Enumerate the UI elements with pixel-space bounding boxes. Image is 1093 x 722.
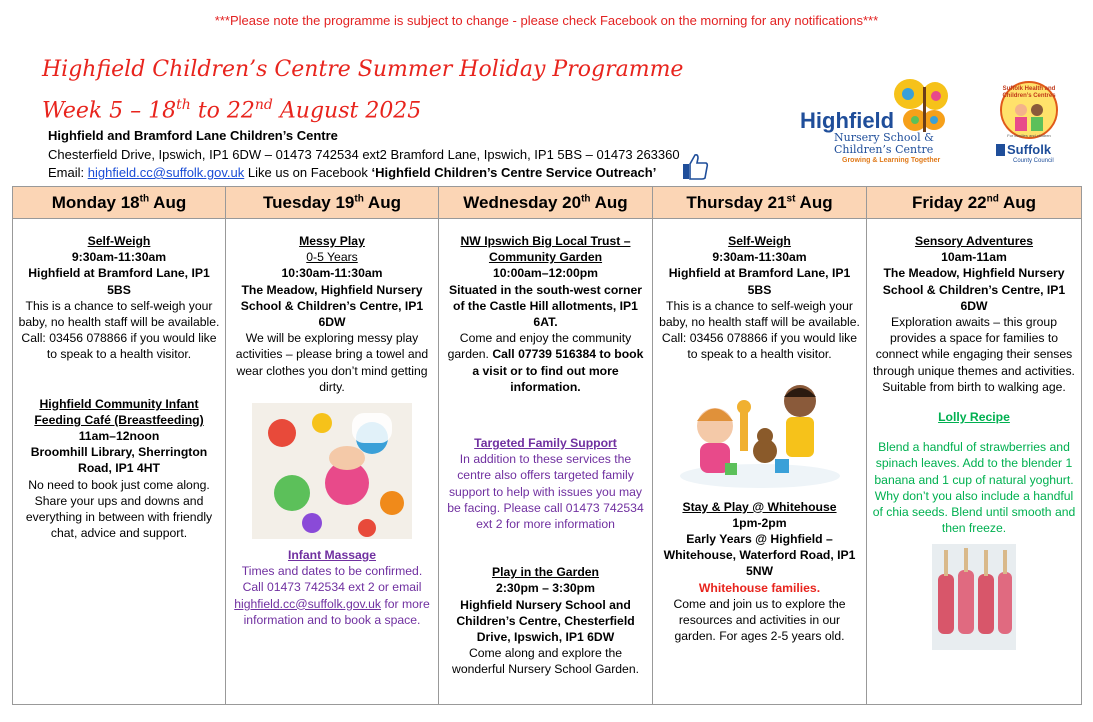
logo-line2: Nursery School & — [834, 131, 934, 144]
event-title: Targeted Family Support — [474, 436, 617, 451]
event-note: Whitehouse families. — [698, 580, 821, 595]
logo-line3: Children’s Centre — [834, 143, 934, 156]
event-place: The Meadow, Highfield Nursery School & Children’s Centre, IP1 6DW — [882, 266, 1066, 313]
thumbs-up-icon — [680, 152, 710, 182]
event-desc: In addition to these services the centre also offers targeted family support to help with issues you may be facing. Please call 01473 742534 ext 2 for more information — [447, 452, 644, 532]
event-desc: Come and enjoy the community garden. — [447, 331, 632, 362]
event-desc: Come and join us to explore the resources and activities in our garden. For ages 2-5 years old. — [673, 596, 846, 644]
email-link[interactable]: highfield.cc@suffolk.gov.uk — [234, 596, 381, 611]
week-title-sup2: nd — [254, 97, 273, 113]
event-time: 10:30am-11:30am — [281, 266, 383, 281]
event-desc: This is a chance to self-weigh your baby, no health staff will be available. — [18, 298, 220, 330]
facebook-prefix: Like us on Facebook — [244, 165, 372, 180]
logo-tagline: Growing & Learning Together — [842, 157, 941, 164]
suffolk-council: County Council — [1013, 158, 1054, 164]
lolly-image — [932, 544, 1016, 650]
event-desc: Exploration awaits – this group provides a space for families to connect while engaging their senses through unique themes and activities. Suitable from birth to walking age. — [873, 315, 1075, 394]
event-desc: Blend a handful of strawberries and spinach leaves. Add to the blender 1 banana and 1 cup of natural yoghurt. Why don’t you also include a handful of chia seeds. Blend until smooth and then freeze. — [872, 440, 1076, 536]
logo-name: Highfield — [800, 108, 895, 133]
event-title: Lolly Recipe — [938, 410, 1010, 425]
day-header-thursday: Thursday 21st Aug — [653, 187, 867, 219]
day-header-tuesday: Tuesday 19th Aug — [226, 187, 439, 219]
event-title: Stay & Play @ Whitehouse — [682, 499, 837, 514]
events-row — [13, 219, 1082, 705]
week-title — [42, 97, 421, 123]
suffolk-name: Suffolk — [1007, 142, 1052, 157]
event-title: Messy Play — [299, 234, 365, 248]
event-call: Call 07739 516384 to book a visit or to find out more information. — [472, 347, 644, 394]
page-title — [42, 57, 683, 82]
event-title: Infant Massage — [287, 548, 377, 563]
event-title: Highfield Community Infant Feeding Café (Breastfeeding) — [34, 396, 204, 427]
event-time: 2:30pm – 3:30pm — [496, 581, 595, 596]
tuesday-cell — [226, 219, 439, 705]
day-header-row — [13, 187, 1082, 219]
children-playing-image — [670, 371, 850, 491]
event-title: Self-Weigh — [728, 234, 791, 248]
event-time: 10am-11am — [941, 250, 1007, 265]
event-title: NW Ipswich Big Local Trust – Community Garden — [460, 234, 631, 265]
thursday-cell — [653, 219, 867, 705]
centre-address: Chesterfield Drive, Ipswich, IP1 6DW – 01473 742534 ext2 Bramford Lane, Ipswich, IP1 5BS – 01473 263360 — [48, 147, 680, 162]
event-title: Sensory Adventures — [914, 234, 1034, 248]
facebook-name: ‘Highfield Children’s Centre Service Outreach’ — [371, 165, 657, 180]
event-time: 9:30am-11:30am — [71, 250, 167, 265]
highfield-logo — [800, 72, 950, 172]
centre-name: Highfield and Bramford Lane Children’s Centre — [48, 128, 338, 143]
week-title-mid: to 22 — [190, 98, 255, 124]
day-header-wednesday: Wednesday 20th Aug — [439, 187, 653, 219]
event-place: Situated in the south-west corner of the Castle Hill allotments, IP1 6AT. — [449, 282, 642, 330]
suffolk-sub-text: For families and children — [1007, 133, 1051, 138]
page-title-text: Highfield Children’s Centre Summer Holiday Programme — [42, 57, 684, 82]
wednesday-cell — [439, 219, 653, 705]
messy-play-image — [252, 403, 412, 539]
week-title-prefix: Week 5 – 18 — [42, 98, 177, 124]
event-title: Play in the Garden — [491, 565, 599, 580]
event-time: 10:00am–12:00pm — [492, 266, 599, 281]
day-header-friday: Friday 22nd Aug — [867, 187, 1082, 219]
programme-table — [12, 186, 1082, 705]
event-call: Call: 03456 078866 if you would like to speak to a health visitor. — [661, 331, 858, 362]
event-place: Early Years @ Highfield – Whitehouse, Waterford Road, IP1 5NW — [663, 532, 856, 579]
event-desc: We will be exploring messy play activities – please bring a towel and wear clothes you don’t mind getting dirty. — [235, 331, 429, 394]
monday-cell — [13, 219, 226, 705]
event-place: Highfield at Bramford Lane, IP1 5BS — [668, 266, 851, 297]
email-link[interactable]: highfield.cc@suffolk.gov.uk — [87, 165, 245, 180]
event-desc: No need to book just come along. Share your ups and downs and everything in between with friendly chat, advice and support. — [25, 477, 213, 541]
event-call: Call: 03456 078866 if you would like to speak to a health visitor. — [21, 331, 217, 362]
friday-cell — [867, 219, 1082, 705]
suffolk-logo — [993, 80, 1065, 170]
contact-line — [48, 165, 656, 180]
week-title-sup1: th — [176, 97, 191, 113]
event-place: Highfield at Bramford Lane, IP1 5BS — [28, 266, 210, 297]
event-desc-2: for more information and to book a space. — [243, 596, 430, 627]
event-age: 0-5 Years — [306, 250, 358, 265]
event-time: 9:30am-11:30am — [712, 250, 807, 265]
email-label: Email: — [48, 165, 88, 180]
suffolk-top-text: Suffolk Health and Children’s Centres — [1002, 86, 1056, 99]
event-place: The Meadow, Highfield Nursery School & Children’s Centre, IP1 6DW — [240, 282, 424, 330]
week-title-suffix: August 2025 — [272, 98, 422, 124]
event-desc: Times and dates to be confirmed. Call 01473 742534 ext 2 or email — [241, 564, 423, 595]
event-time: 11am–12noon — [78, 429, 160, 444]
event-title: Self-Weigh — [87, 234, 151, 248]
event-desc: This is a chance to self-weigh your baby, no health staff will be available. — [659, 298, 860, 330]
event-place: Highfield Nursery School and Children’s Centre, Chesterfield Drive, Ipswich, IP1 6DW — [456, 597, 635, 645]
event-desc: Come along and explore the wonderful Nursery School Garden. — [452, 646, 639, 677]
notice-banner: ***Please note the programme is subject to change - please check Facebook on the morning for any notifications*** — [214, 13, 879, 28]
day-header-monday: Monday 18th Aug — [13, 187, 226, 219]
event-time: 1pm-2pm — [732, 515, 787, 530]
suffolk-crest-icon — [996, 144, 1005, 156]
event-place: Broomhill Library, Sherrington Road, IP1 4HT — [30, 445, 208, 476]
